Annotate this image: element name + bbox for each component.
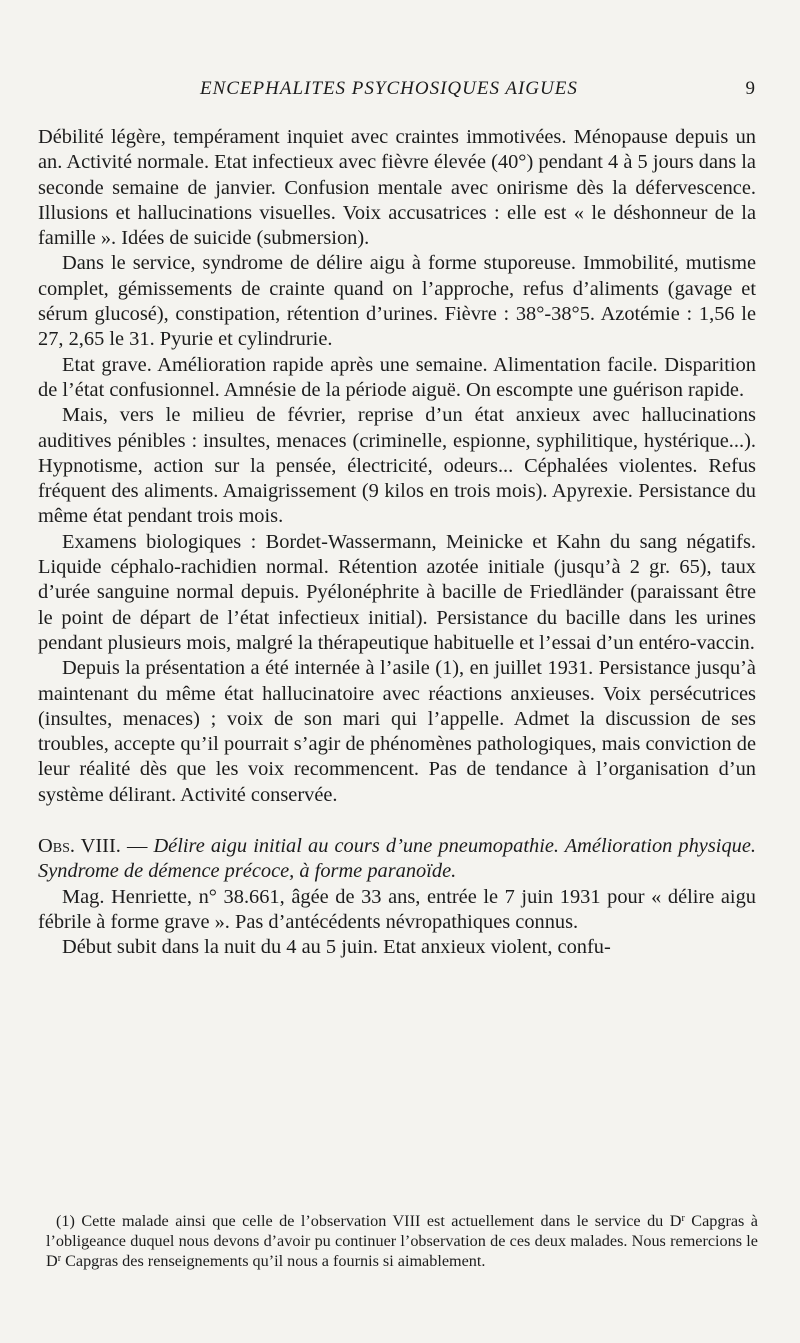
observation-label: Obs. VIII. xyxy=(38,835,121,858)
observation-dash: — xyxy=(120,835,154,858)
footnote-text: Capgras des renseignements qu’il nous a fournis si aimablement. xyxy=(61,1252,486,1270)
footnote-marker: (1) xyxy=(56,1212,75,1230)
paragraph: Mag. Henriette, n° 38.661, âgée de 33 ans, entrée le 7 juin 1931 pour « délire aigu fébrile à forme grave ». Pas d’antécédents névropathiques connus. xyxy=(38,885,756,933)
paragraph: Examens biologiques : Bordet-Wassermann, Meinicke et Kahn du sang négatifs. Liquide céphalo-rachidien normal. Rétention azotée initiale (jusqu’à 2 gr. 65), taux d’urée sanguine normal depuis. Pyélonéphrite à bacille de Friedländer (paraissant être le point de départ de l’état infectieux initial). Persistance du bacille dans les urines pendant plusieurs mois, malgré la thérapeutique habituelle et l’essai d’un entéro-vaccin. xyxy=(38,530,756,654)
paragraph: Début subit dans la nuit du 4 au 5 juin. Etat anxieux violent, confu- xyxy=(62,936,611,959)
footnote-sup: r xyxy=(681,1213,685,1224)
footnote-text: Capgras à l’obligeance duquel nous devons d’avoir pu continuer l’observation de ces deux malades. Nous remercions le D xyxy=(46,1212,758,1270)
paragraph: Etat grave. Amélioration rapide après une semaine. Alimentation facile. Disparition de l’état confusionnel. Amnésie de la période aiguë. On escompte une guérison rapide. xyxy=(38,353,756,401)
observation-heading xyxy=(38,834,756,885)
running-title: ENCEPHALITES PSYCHOSIQUES AIGUES xyxy=(200,78,578,99)
paragraph: Depuis la présentation a été internée à l’asile (1), en juillet 1931. Persistance jusqu’à maintenant du même état hallucinatoire avec réactions anxieuses. Voix persécutrices (insultes, menaces) ; voix de son mari qui l’appelle. Admet la discussion de ses troubles, accepte qu’il pourrait s’agir de phénomènes pathologiques, mais conviction de leur réalité dès que les voix recommencent. Pas de tendance à l’organisation d’un système délirant. Activité conservée. xyxy=(38,657,756,806)
paragraph: Débilité légère, tempérament inquiet avec craintes immotivées. Ménopause depuis un an. Activité normale. Etat infectieux avec fièvre élevée (40°) pendant 4 à 5 jours dans la seconde semaine de janvier. Confusion mentale avec onirisme dès la défervescence. Illusions et hallucinations visuelles. Voix accusatrices : elle est « le déshonneur de la famille ». Idées de suicide (submersion). xyxy=(38,126,756,250)
paragraph: Dans le service, syndrome de délire aigu à forme stuporeuse. Immobilité, mutisme complet, gémissements de crainte quand on l’approche, refus d’aliments (gavage et sérum glucosé), constipation, rétention d’urines. Fièvre : 38°-38°5. Azotémie : 1,56 le 27, 2,65 le 31. Pyurie et cylindrurie. xyxy=(38,252,756,351)
observation-title: Délire aigu initial au cours d’une pneumopathie. Amélioration physique. Syndrome de démence précoce, à forme paranoïde. xyxy=(38,835,756,883)
footnote xyxy=(46,1211,758,1271)
body-text xyxy=(38,125,756,961)
page-number: 9 xyxy=(745,78,756,99)
footnote-text: Cette malade ainsi que celle de l’observation VIII est actuellement dans le service du D xyxy=(74,1212,682,1230)
paragraph: Mais, vers le milieu de février, reprise d’un état anxieux avec hallucinations auditives pénibles : insultes, menaces (criminelle, espionne, syphilitique, hystérique...). Hypnotisme, action sur la pensée, électricité, odeurs... Céphalées violentes. Refus fréquent des aliments. Amaigrissement (9 kilos en trois mois). Apyrexie. Persistance du même état pendant trois mois. xyxy=(38,404,756,528)
footnote-sup: r xyxy=(57,1253,62,1264)
